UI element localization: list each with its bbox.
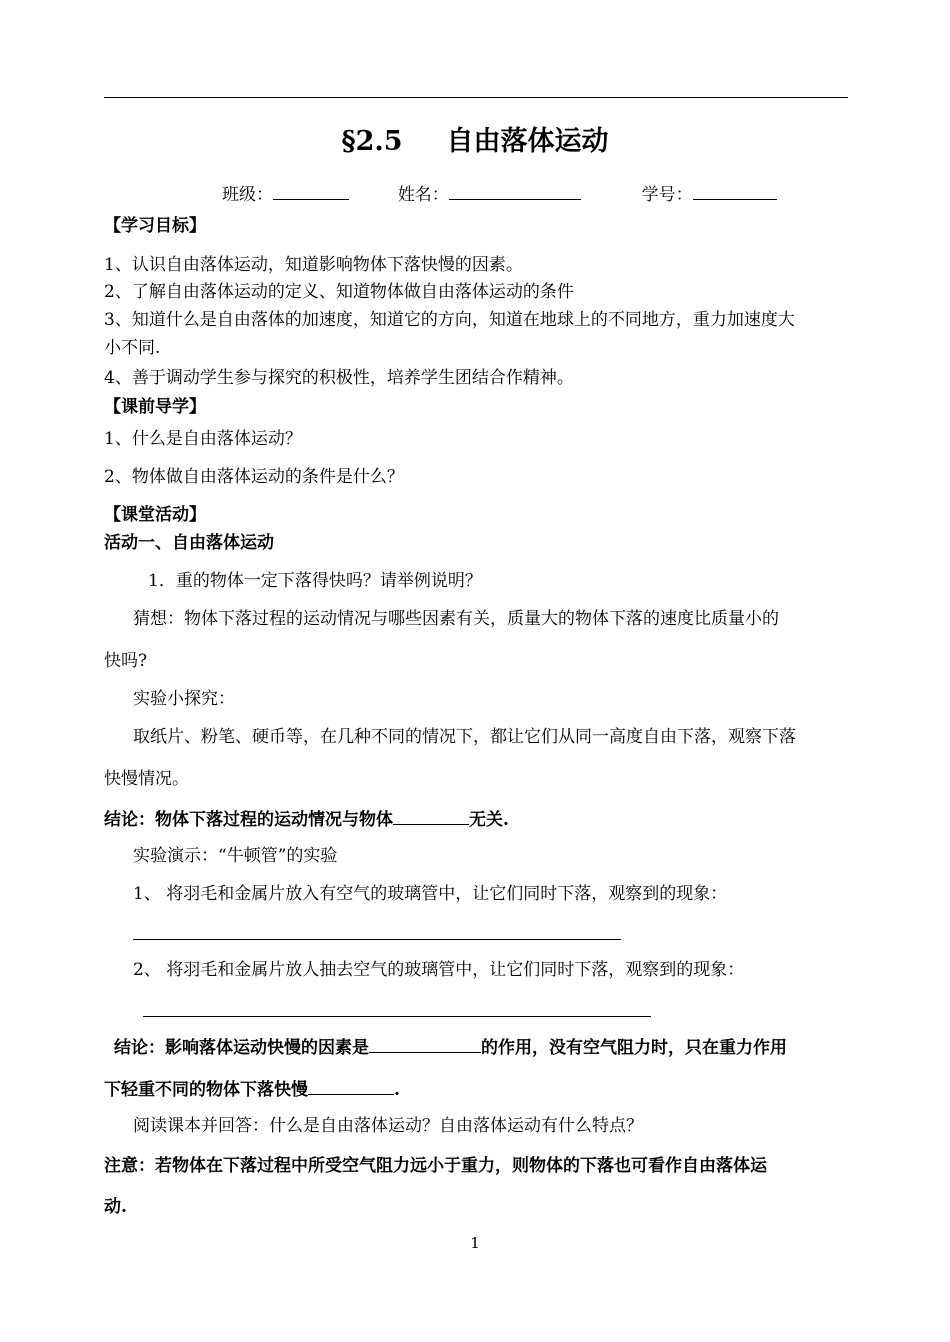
demo-step-2: 2、 将羽毛和金属片放人抽去空气的玻璃管中，让它们同时下落，观察到的现象： [133, 960, 745, 980]
goals-heading: 【学习目标】 [104, 216, 206, 236]
goal-item: 3、知道什么是自由落体的加速度，知道它的方向，知道在地球上的不同地方，重力加速度大 [104, 310, 795, 330]
conclusion-2-text-mid: 的作用，没有空气阻力时，只在重力作用 [481, 1038, 787, 1058]
demo-step-1: 1、 将羽毛和金属片放入有空气的玻璃管中，让它们同时下落，观察到的现象： [133, 884, 728, 904]
conclusion-1 [104, 810, 509, 829]
conclusion-2-line2: 下轻重不同的物体下落快慢 [104, 1080, 308, 1100]
experiment-text-cont: 快慢情况。 [104, 769, 189, 789]
conclusion-2-text: 结论：影响落体运动快慢的因素是 [114, 1038, 369, 1058]
page-title [0, 128, 950, 155]
class-field[interactable] [273, 185, 349, 200]
activity-title: 活动一、自由落体运动 [104, 533, 274, 553]
section-number: §2.5 [341, 126, 403, 157]
goal-item: 2、了解自由落体运动的定义、知道物体做自由落体运动的条件 [104, 282, 574, 302]
name-label: 姓名： [397, 185, 449, 205]
conclusion-2-cont [104, 1080, 400, 1099]
preview-item: 2、物体做自由落体运动的条件是什么？ [104, 467, 404, 487]
page-number: 1 [470, 1234, 480, 1252]
title-text: 自由落体运动 [446, 126, 609, 157]
id-field[interactable] [693, 185, 777, 200]
answer-line-1[interactable] [133, 939, 621, 940]
conclusion-2-end: . [394, 1080, 400, 1100]
id-label: 学号： [641, 185, 693, 205]
note-text: 注意：若物体在下落过程中所受空气阻力远小于重力，则物体的下落也可看作自由落体运 [104, 1156, 767, 1176]
preview-heading: 【课前导学】 [104, 397, 206, 417]
class-label: 班级： [222, 185, 273, 205]
answer-line-2[interactable] [143, 1016, 651, 1017]
goal-item: 1、认识自由落体运动，知道影响物体下落快慢的因素。 [104, 255, 523, 275]
demo-title: 实验演示：“牛顿管”的实验 [133, 846, 338, 866]
guess-text-cont: 快吗? [104, 651, 148, 671]
conclusion-1-blank[interactable] [393, 810, 469, 825]
reading-task: 阅读课本并回答：什么是自由落体运动？自由落体运动有什么特点？ [133, 1116, 643, 1136]
header-rule [104, 97, 848, 98]
experiment-text: 取纸片、粉笔、硬币等，在几种不同的情况下，都让它们从同一高度自由下落，观察下落 [133, 727, 796, 747]
conclusion-2 [114, 1038, 787, 1057]
experiment-title: 实验小探究： [133, 689, 235, 709]
question-1: 1．重的物体一定下落得快吗？请举例说明？ [148, 571, 482, 591]
preview-item: 1、什么是自由落体运动？ [104, 429, 302, 449]
student-info-row [222, 185, 777, 204]
classroom-heading: 【课堂活动】 [104, 505, 206, 525]
goal-item: 小不同. [104, 338, 161, 358]
name-field[interactable] [449, 185, 581, 200]
conclusion-1-end: 无关. [469, 810, 509, 830]
guess-text: 猜想：物体下落过程的运动情况与哪些因素有关，质量大的物体下落的速度比质量小的 [133, 609, 779, 629]
conclusion-2-blank-2[interactable] [308, 1080, 394, 1095]
goal-item: 4、善于调动学生参与探究的积极性，培养学生团结合作精神。 [104, 368, 574, 388]
note-text-cont: 动. [104, 1197, 127, 1217]
conclusion-1-text: 结论：物体下落过程的运动情况与物体 [104, 810, 393, 830]
conclusion-2-blank[interactable] [369, 1038, 481, 1053]
